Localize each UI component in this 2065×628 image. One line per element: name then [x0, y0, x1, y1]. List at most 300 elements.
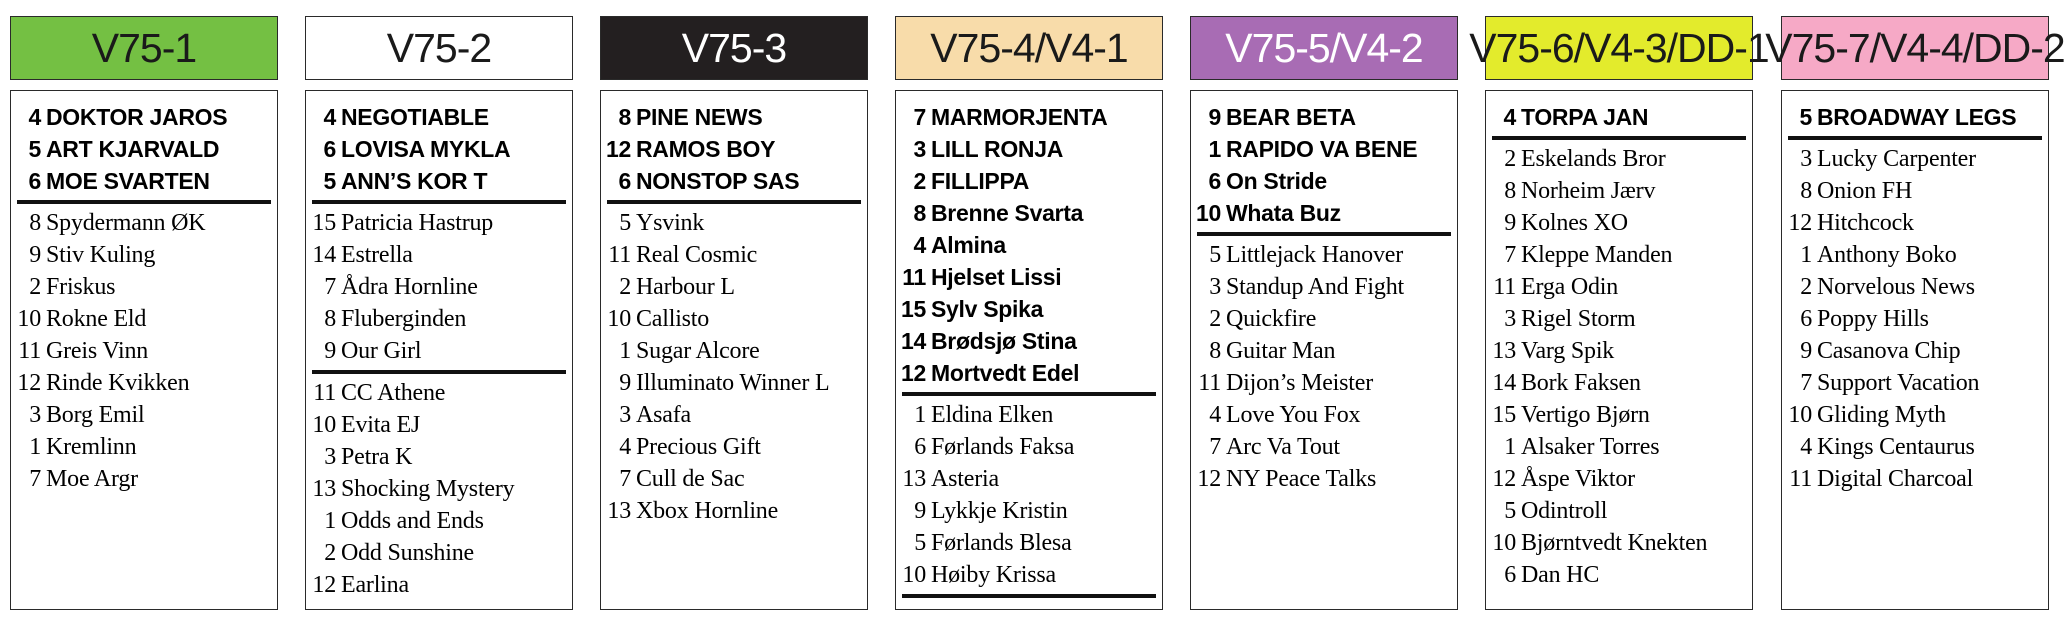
favorite-entry	[11, 101, 277, 133]
start-number: 12	[1492, 466, 1516, 492]
horse-name: Real Cosmic	[636, 242, 758, 268]
horse-name: On Stride	[1226, 168, 1327, 194]
start-number: 1	[324, 508, 336, 534]
start-number: 3	[324, 444, 336, 470]
start-number: 14	[312, 242, 336, 268]
start-number: 6	[1504, 562, 1516, 588]
start-number: 1	[1504, 434, 1516, 460]
favorite-entry	[11, 133, 277, 165]
race-header: V75-1	[10, 16, 278, 80]
horse-name: ANN’S KOR T	[341, 168, 488, 194]
start-number: 14	[1492, 370, 1516, 396]
start-number: 11	[902, 264, 926, 290]
start-number: 4	[913, 232, 926, 258]
start-number: 4	[1503, 104, 1516, 130]
horse-name: Guitar Man	[1226, 338, 1336, 364]
entry	[601, 207, 867, 239]
horse-name: Casanova Chip	[1817, 338, 1961, 364]
horse-name: Mortvedt Edel	[931, 360, 1080, 386]
start-number: 12	[606, 136, 631, 162]
start-number: 11	[313, 380, 336, 406]
entry	[1191, 303, 1457, 335]
horse-name: Asteria	[931, 466, 999, 492]
entry	[1782, 239, 2048, 271]
favorite-entry	[1191, 101, 1457, 133]
start-number: 3	[1209, 274, 1221, 300]
horse-name: Hitchcock	[1817, 210, 1914, 236]
horse-name: Harbour L	[636, 274, 735, 300]
favorite-entry	[896, 325, 1162, 357]
horse-name: Erga Odin	[1521, 274, 1619, 300]
start-number: 10	[312, 412, 336, 438]
start-number: 8	[1209, 338, 1221, 364]
start-number: 9	[324, 338, 336, 364]
horse-name: NY Peace Talks	[1226, 466, 1377, 492]
race-header: V75-3	[600, 16, 868, 80]
start-number: 5	[323, 168, 336, 194]
favorite-entry	[1486, 101, 1752, 133]
start-number: 2	[1209, 306, 1221, 332]
start-number: 5	[619, 210, 631, 236]
entry	[1486, 143, 1752, 175]
horse-name: Quickfire	[1226, 306, 1317, 332]
favorite-entry	[896, 293, 1162, 325]
entry	[1486, 463, 1752, 495]
entry	[1782, 431, 2048, 463]
race-entries	[305, 90, 573, 610]
favorite-entry	[896, 261, 1162, 293]
start-number: 8	[913, 200, 926, 226]
start-number: 4	[28, 104, 41, 130]
race-entries	[895, 90, 1163, 610]
horse-name: Patricia Hastrup	[341, 210, 494, 236]
start-number: 6	[1800, 306, 1812, 332]
race-header: V75-2	[305, 16, 573, 80]
favorite-entry	[306, 101, 572, 133]
entry	[896, 559, 1162, 591]
horse-name: RAMOS BOY	[636, 136, 776, 162]
start-number: 4	[1209, 402, 1221, 428]
entry	[601, 495, 867, 527]
race-entries	[10, 90, 278, 610]
entry	[1486, 271, 1752, 303]
race-entries	[1190, 90, 1458, 610]
start-number: 9	[619, 370, 631, 396]
entry	[306, 303, 572, 335]
group-divider	[1788, 136, 2042, 140]
start-number: 13	[312, 476, 336, 502]
horse-name: Illuminato Winner L	[636, 370, 830, 396]
start-number: 11	[1493, 274, 1516, 300]
horse-name: NEGOTIABLE	[341, 104, 489, 130]
horse-name: LILL RONJA	[931, 136, 1064, 162]
entry	[896, 495, 1162, 527]
horse-name: Greis Vinn	[46, 338, 149, 364]
horse-name: Digital Charcoal	[1817, 466, 1974, 492]
horse-name: BROADWAY LEGS	[1817, 104, 2017, 130]
favorite-entry	[1782, 101, 2048, 133]
horse-name: Estrella	[341, 242, 413, 268]
favorite-entry	[896, 101, 1162, 133]
start-number: 13	[607, 498, 631, 524]
start-number: 5	[914, 530, 926, 556]
entry	[1486, 175, 1752, 207]
horse-name: Earlina	[341, 572, 409, 598]
start-number: 11	[18, 338, 41, 364]
entry	[1782, 207, 2048, 239]
entry	[601, 367, 867, 399]
start-number: 8	[29, 210, 41, 236]
horse-name: Kleppe Manden	[1521, 242, 1673, 268]
horse-name: Odintroll	[1521, 498, 1608, 524]
horse-name: Evita EJ	[341, 412, 421, 438]
entry	[306, 239, 572, 271]
entry	[1486, 559, 1752, 591]
start-number: 1	[914, 402, 926, 428]
horse-name: Kolnes XO	[1521, 210, 1628, 236]
entry	[306, 505, 572, 537]
entry	[896, 463, 1162, 495]
start-number: 7	[324, 274, 336, 300]
start-number: 3	[913, 136, 926, 162]
start-number: 4	[323, 104, 336, 130]
horse-name: Arc Va Tout	[1226, 434, 1340, 460]
start-number: 15	[312, 210, 336, 236]
group-divider	[17, 200, 271, 204]
entry	[306, 207, 572, 239]
start-number: 6	[914, 434, 926, 460]
group-divider	[312, 370, 566, 374]
group-divider	[607, 200, 861, 204]
entry	[1191, 239, 1457, 271]
horse-name: Sugar Alcore	[636, 338, 760, 364]
start-number: 9	[1800, 338, 1812, 364]
horse-name: Lucky Carpenter	[1817, 146, 1976, 172]
horse-name: Alsaker Torres	[1521, 434, 1660, 460]
entry	[1191, 271, 1457, 303]
horse-name: Whata Buz	[1226, 200, 1341, 226]
start-number: 10	[1196, 200, 1221, 226]
start-number: 9	[914, 498, 926, 524]
start-number: 12	[1197, 466, 1221, 492]
horse-name: Stiv Kuling	[46, 242, 156, 268]
horse-name: Cull de Sac	[636, 466, 745, 492]
horse-name: FILLIPPA	[931, 168, 1030, 194]
entry	[11, 207, 277, 239]
horse-name: Høiby Krissa	[931, 562, 1056, 588]
start-number: 6	[323, 136, 336, 162]
race-entries	[600, 90, 868, 610]
entry	[601, 431, 867, 463]
entry	[306, 441, 572, 473]
start-number: 11	[608, 242, 631, 268]
horse-name: Dijon’s Meister	[1226, 370, 1373, 396]
start-number: 5	[1209, 242, 1221, 268]
entry	[601, 463, 867, 495]
horse-name: Odds and Ends	[341, 508, 484, 534]
start-number: 10	[1788, 402, 1812, 428]
horse-name: Norvelous News	[1817, 274, 1975, 300]
start-number: 12	[312, 572, 336, 598]
start-number: 3	[619, 402, 631, 428]
horse-name: Sylv Spika	[931, 296, 1044, 322]
group-divider	[902, 594, 1156, 598]
horse-name: MARMORJENTA	[931, 104, 1108, 130]
start-number: 7	[913, 104, 926, 130]
horse-name: Poppy Hills	[1817, 306, 1929, 332]
race-header: V75-7/V4-4/DD-2	[1781, 16, 2049, 80]
entry	[1486, 239, 1752, 271]
start-number: 12	[17, 370, 41, 396]
entry	[11, 367, 277, 399]
entry	[11, 335, 277, 367]
entry	[306, 377, 572, 409]
entry	[1782, 175, 2048, 207]
entry	[1486, 303, 1752, 335]
entry	[896, 527, 1162, 559]
start-number: 14	[901, 328, 926, 354]
horse-name: Odd Sunshine	[341, 540, 474, 566]
start-number: 10	[902, 562, 926, 588]
race-header: V75-5/V4-2	[1190, 16, 1458, 80]
group-divider	[1197, 232, 1451, 236]
entry	[896, 399, 1162, 431]
entry	[1486, 527, 1752, 559]
horse-name: DOKTOR JAROS	[46, 104, 228, 130]
start-number: 2	[1504, 146, 1516, 172]
horse-name: Rokne Eld	[46, 306, 147, 332]
start-number: 1	[1800, 242, 1812, 268]
entry	[11, 431, 277, 463]
horse-name: Brenne Svarta	[931, 200, 1084, 226]
horse-name: Onion FH	[1817, 178, 1913, 204]
horse-name: Vertigo Bjørn	[1521, 402, 1650, 428]
start-number: 4	[619, 434, 631, 460]
favorite-entry	[896, 165, 1162, 197]
start-number: 2	[29, 274, 41, 300]
group-divider	[1492, 136, 1746, 140]
horse-name: Bork Faksen	[1521, 370, 1641, 396]
entry	[1191, 431, 1457, 463]
start-number: 6	[618, 168, 631, 194]
entry	[1782, 335, 2048, 367]
horse-name: CC Athene	[341, 380, 446, 406]
start-number: 8	[1504, 178, 1516, 204]
entry	[1191, 367, 1457, 399]
favorite-entry	[306, 133, 572, 165]
horse-name: Precious Gift	[636, 434, 761, 460]
horse-name: NONSTOP SAS	[636, 168, 800, 194]
favorite-entry	[601, 133, 867, 165]
start-number: 12	[901, 360, 926, 386]
entry	[11, 303, 277, 335]
start-number: 13	[902, 466, 926, 492]
start-number: 1	[619, 338, 631, 364]
horse-name: Love You Fox	[1226, 402, 1361, 428]
entry	[11, 463, 277, 495]
horse-name: LOVISA MYKLA	[341, 136, 511, 162]
horse-name: Norheim Jærv	[1521, 178, 1656, 204]
horse-name: Varg Spik	[1521, 338, 1615, 364]
race-entries	[1781, 90, 2049, 610]
horse-name: Dan HC	[1521, 562, 1600, 588]
start-number: 2	[619, 274, 631, 300]
start-number: 8	[324, 306, 336, 332]
favorite-entry	[896, 357, 1162, 389]
horse-name: Callisto	[636, 306, 710, 332]
horse-name: Anthony Boko	[1817, 242, 1957, 268]
entry	[1486, 367, 1752, 399]
horse-name: Petra K	[341, 444, 413, 470]
horse-name: Kremlinn	[46, 434, 137, 460]
entry	[1191, 335, 1457, 367]
entry	[1782, 303, 2048, 335]
start-number: 2	[1800, 274, 1812, 300]
horse-name: Rigel Storm	[1521, 306, 1636, 332]
horse-name: ART KJARVALD	[46, 136, 220, 162]
horse-name: Ådra Hornline	[341, 274, 478, 300]
horse-name: Spydermann ØK	[46, 210, 206, 236]
entry	[1782, 463, 2048, 495]
start-number: 7	[1209, 434, 1221, 460]
horse-name: Littlejack Hanover	[1226, 242, 1403, 268]
favorite-entry	[896, 133, 1162, 165]
entry	[306, 473, 572, 505]
entry	[1486, 207, 1752, 239]
start-number: 5	[1799, 104, 1812, 130]
horse-name: TORPA JAN	[1521, 104, 1649, 130]
start-number: 2	[324, 540, 336, 566]
horse-name: Førlands Blesa	[931, 530, 1072, 556]
start-number: 12	[1788, 210, 1812, 236]
start-number: 6	[28, 168, 41, 194]
start-number: 1	[1208, 136, 1221, 162]
horse-name: Eskelands Bror	[1521, 146, 1666, 172]
start-number: 8	[618, 104, 631, 130]
start-number: 7	[1504, 242, 1516, 268]
start-number: 10	[17, 306, 41, 332]
entry	[306, 537, 572, 569]
horse-name: Borg Emil	[46, 402, 145, 428]
favorite-entry	[1191, 165, 1457, 197]
entry	[601, 239, 867, 271]
favorite-entry	[1191, 133, 1457, 165]
horse-name: Friskus	[46, 274, 116, 300]
horse-name: Fluberginden	[341, 306, 467, 332]
horse-name: Ysvink	[636, 210, 705, 236]
entry	[601, 303, 867, 335]
entry	[1486, 335, 1752, 367]
horse-name: Standup And Fight	[1226, 274, 1404, 300]
horse-name: MOE SVARTEN	[46, 168, 210, 194]
start-number: 3	[29, 402, 41, 428]
race-header: V75-4/V4-1	[895, 16, 1163, 80]
entry	[11, 271, 277, 303]
start-number: 9	[29, 242, 41, 268]
entry	[1191, 399, 1457, 431]
entry	[1782, 399, 2048, 431]
entry	[306, 409, 572, 441]
start-number: 11	[1789, 466, 1812, 492]
horse-name: Our Girl	[341, 338, 422, 364]
entry	[1486, 431, 1752, 463]
start-number: 11	[1198, 370, 1221, 396]
entry	[1782, 367, 2048, 399]
horse-name: Eldina Elken	[931, 402, 1054, 428]
start-number: 7	[619, 466, 631, 492]
entry	[306, 335, 572, 367]
horse-name: BEAR BETA	[1226, 104, 1356, 130]
start-number: 10	[1492, 530, 1516, 556]
start-number: 13	[1492, 338, 1516, 364]
entry	[601, 271, 867, 303]
entry	[1486, 495, 1752, 527]
favorite-entry	[306, 165, 572, 197]
favorite-entry	[896, 229, 1162, 261]
horse-name: Åspe Viktor	[1521, 466, 1635, 492]
entry	[1191, 463, 1457, 495]
horse-name: Kings Centaurus	[1817, 434, 1975, 460]
start-number: 7	[29, 466, 41, 492]
horse-name: Shocking Mystery	[341, 476, 515, 502]
horse-name: Support Vacation	[1817, 370, 1980, 396]
horse-name: Xbox Hornline	[636, 498, 779, 524]
start-number: 5	[1504, 498, 1516, 524]
horse-name: RAPIDO VA BENE	[1226, 136, 1418, 162]
entry	[896, 431, 1162, 463]
start-number: 9	[1504, 210, 1516, 236]
horse-name: Asafa	[636, 402, 691, 428]
start-number: 1	[29, 434, 41, 460]
horse-name: Moe Argr	[46, 466, 138, 492]
start-number: 3	[1504, 306, 1516, 332]
favorite-entry	[11, 165, 277, 197]
start-number: 7	[1800, 370, 1812, 396]
race-entries	[1485, 90, 1753, 610]
start-number: 4	[1800, 434, 1812, 460]
start-number: 3	[1800, 146, 1812, 172]
start-number: 10	[607, 306, 631, 332]
start-number: 8	[1800, 178, 1812, 204]
horse-name: Førlands Faksa	[931, 434, 1075, 460]
entry	[1782, 143, 2048, 175]
horse-name: Hjelset Lissi	[931, 264, 1062, 290]
start-number: 9	[1208, 104, 1221, 130]
favorite-entry	[1191, 197, 1457, 229]
entry	[11, 239, 277, 271]
horse-name: PINE NEWS	[636, 104, 763, 130]
horse-name: Brødsjø Stina	[931, 328, 1077, 354]
start-number: 6	[1208, 168, 1221, 194]
group-divider	[312, 200, 566, 204]
race-header: V75-6/V4-3/DD-1	[1485, 16, 1753, 80]
favorite-entry	[896, 197, 1162, 229]
start-number: 2	[913, 168, 926, 194]
entry	[306, 569, 572, 601]
entry	[601, 399, 867, 431]
entry	[1486, 399, 1752, 431]
group-divider	[902, 392, 1156, 396]
favorite-entry	[601, 165, 867, 197]
horse-name: Bjørntvedt Knekten	[1521, 530, 1708, 556]
horse-name: Gliding Myth	[1817, 402, 1946, 428]
horse-name: Almina	[931, 232, 1006, 258]
entry	[1782, 271, 2048, 303]
entry	[306, 271, 572, 303]
horse-name: Lykkje Kristin	[931, 498, 1068, 524]
start-number: 15	[901, 296, 926, 322]
entry	[11, 399, 277, 431]
